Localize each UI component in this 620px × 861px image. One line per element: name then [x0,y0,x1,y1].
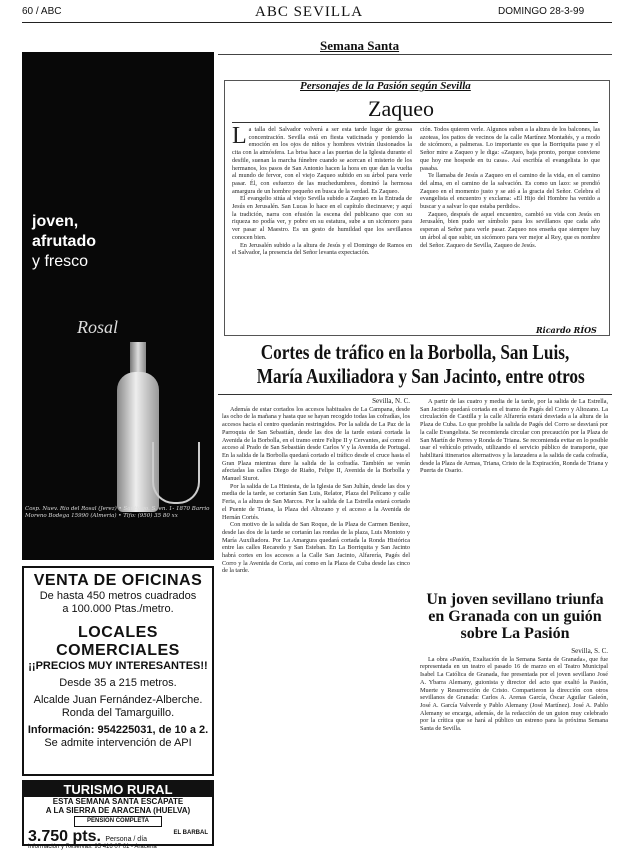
column-paragraph: En Jerusalén subido a la altura de Jesús y el Domingo de Ramos en el Salvador, la presencia del Señor levanta expectación. [232,241,412,257]
traffic-article-left [222,398,410,848]
ad-slogan-line1: joven, [32,213,79,230]
traffic-headline [256,340,585,388]
article-paragraph: A partir de las cuatro y media de la tarde, por la salida de La Estrella, San Jacinto quedará cortada en el tramo de Pagés del Corro y Altozano. La circulación de Castilla y la calle Alfarería estará desviada a la altura de la Plaza de Cuba. Lo que prohibe la salida de Pagés del Corro se desviará por la calle Evangelista. Se recomienda circular con precaución por la Plaza de San Martín de Porres y Ronda de Triana. Se recomienda evitar en lo posible usar el vehículo privado, utilizando el servicio público de transporte, que habilitará itinerarios alternativos y la lanzadera a la salida de cada cofradía, desde la Plaza de Armas, Triana, Cristo de la Expiración, Ronda de Triana y Puerta de Osario. [420,398,608,475]
column-paragraph: a talla del Salvador volverá a ser esta tarde lugar de gozosa concentración. Sevilla está en fiesta vaticinada y poniendo la emoción en los ojos de niños y hombres vivirán ilusionados la cita con la atmósfera. La brisa hace a las puertas de la Iglesia durante el desfile, suenan la marcha fúnebre cuando se acercan el misterio de los hermanos, los pasos de San Antonio hacen la hora en que dan la vuelta al mundo de fervor, con el viejo Zaqueo subido en su árbol para verle pasar. Él, con esfuerzo de las muchedumbres, dominó la hermosa amargura de un hombre pequeño en busca de la verdad. Es Zaqueo. [232,126,412,195]
headline-line: Cortes de tráfico en la Borbolla, San Luis, [260,340,570,364]
tourism-pension: PENSIÓN COMPLETA [74,816,162,827]
ad-slogan-line2: afrutado [32,233,96,250]
column-title: Zaqueo [368,96,434,121]
section-header: ABC SEVILLA [255,4,364,20]
ad-fine-print: Cosp. Nuev. Rio del Rosal (Jerez) • Santiago. S. en. 1- 1870 Barrio Moreno Bodega 15990 (Almeria) • Tlfo: (950) 35 80 xx [25,506,210,519]
column-body-right [420,126,600,322]
office-sale-advertisement[interactable] [22,566,214,776]
column-kicker: Personajes de la Pasión según Sevilla [300,80,471,92]
tourism-contact: Información y Reservas: 95 416 07 61 - Aracena [28,844,157,850]
granada-headline [422,591,608,642]
ad-line: Alcalde Juan Fernández-Alberche. [33,694,203,706]
ad-line: a 100.000 Ptas./metro. [62,603,174,615]
wine-brand-logo: Rosal [77,317,119,337]
granada-article [420,648,608,848]
dropcap: L [232,126,247,149]
page-number-label: 60 / ABC [22,6,62,17]
column-body-left [232,126,412,322]
article-byline: Sevilla, S. C. [571,648,608,655]
wine-glass-image [152,442,200,504]
wine-advertisement[interactable] [22,52,214,560]
rural-tourism-advertisement[interactable] [22,780,214,850]
column-paragraph: ción. Todos quieren verle. Algunos suben a la altura de los balcones, las azoteas, los patios de vecinos de la calle Martínez Montañés, y a modo de sicómoro, a palmeras. Lo importante es que la Borriquita pase y el Señor mire a Zaqueo y le diga: «Zaqueo, baja pronto, porque conviene que hoy me hospede en tu casa». Así escribía el evangelista lo que pasaba. [420,126,600,172]
article-paragraph: Con motivo de la salida de San Roque, de la Plaza de Carmen Benítez, desde las dos de la tarde se cortarán las rondas de la plaza, Luis Montoto y María Auxiliadora. Por La Amargura quedará cortada la Ronda Histórica entre las calles Recaredo y San Esteban. En La Borriquita y San Jacinto habrá cortes en los accesos a la Calle San Jacinto, Alfarería, Pagés del Corro y la Avenida de Coria, así como en la Plaza de Cuba desde las cinco de la tarde. [222,521,410,575]
ad-line: Ronda del Tamarguillo. [61,707,175,719]
traffic-article-right [420,398,608,584]
title-rule [232,122,598,123]
article-byline: Sevilla, N. C. [372,398,410,405]
partner-logo: EL BARBAL [173,830,208,836]
ad-line: ¡¡PRECIOS MUY INTERESANTES!! [28,660,208,672]
headline-rule [218,394,612,395]
headline-line: en Granada con un guión [428,608,602,625]
ad-slogan-line3: y fresco [32,253,89,270]
headline-line: sobre La Pasión [460,625,570,642]
ad-title-offices: VENTA DE OFICINAS [33,572,203,589]
section-rule [218,54,612,55]
header-rule [22,22,612,23]
headline-line: Un joven sevillano triunfa [426,591,604,608]
ad-phone: Información: 954225031, de 10 a 2. [27,724,209,736]
tourism-title: TURISMO RURAL [24,782,212,797]
article-paragraph: Además de estar cortados los accesos habituales de La Campana, desde las ocho de la mañana y hasta que se hayan recogido todas las cofradías, los accesos hacia el centro quedarán restringidos. Por la salida de La Paz de la Parroquia de San Sebastián, desde las dos de la tarde estará cortada la Avenida de la Borbolla, en el tramo entre Felipe II y Cervantes, así como el acceso al Prado de San Sebastián desde Carlos V y la Avenida de Portugal. En la salida de la Borbolla quedará cortado el tráfico desde el cruce hasta el Gran Plaza mientras dure la salida de la cofradía. También se verán afectadas las calles Diego de Riaño, Felipe II, Avenida de la Borbolla y Manuel Siurot. [222,405,410,483]
tourism-price: 3.750 pts. [28,828,101,845]
ad-title-locales: LOCALES COMERCIALES [56,624,180,659]
column-signature: Ricardo RÍOS [536,325,597,335]
column-paragraph: Zaqueo, después de aquel encuentro, cambió su vida con Jesús en Jerusalén, bien pudo ser símbolo para los sevillanos que cada año esperan al Señor para verle pasar. Zaqueo nos enseña que siempre hay un árbol al que subir, un sicómoro para ver mejor al Rey, que es nombre del Señor. Zaqueo de Sevilla, Zaqueo de Jesús. [420,210,600,249]
tourism-line: ESTA SEMANA SANTA ESCÁPATE [52,797,184,806]
tourism-line: A LA SIERRA DE ARACENA (HUELVA) [45,806,191,815]
ad-slogan [32,212,96,272]
headline-line: María Auxiliadora y San Jacinto, entre otros [256,364,585,388]
ad-line: Se admite intervención de API [44,737,192,749]
issue-date: DOMINGO 28-3-99 [498,6,585,17]
ad-line: Desde 35 a 215 metros. [59,677,177,689]
tourism-price-note: Persona / día [105,836,148,843]
article-paragraph: Por la salida de La Hiniesta, de la Iglesia de San Julián, desde las dos y media de la tarde, se cortarán San Luis, Relator, Plaza del Pelícano y calle Feria, a la altura de San Marcos. Por la salida de La Estrella estará cortado el Puente de Triana, la Plaza del Altozano y el acceso a la Avenida de Hernán Cortés. [222,482,410,521]
section-title: Semana Santa [320,38,400,53]
article-paragraph: La obra «Pasión, Exaltación de la Semana Santa de Granada», que fue representada en un teatro el pasado 16 de marzo en el Teatro Municipal Isabel La Católica de Granada, fue presentada por el joven sevillano José A. Ybarra Alemany, guionista y director del acto que exaltó la Pasión, Muerte y Resurrección de Cristo. Compartieron la dirección con otros sevillanos de Granada: Carlos A. Arenas García, Óscar Aguilar Galeón, José A. García Valverde y Pablo Alemany (José Martínez). José A. Pablo Alemany se encarga, además, de la redacción de un guion muy celebrado por la crítica que se hará al público un estreno para la próxima Semana Santa de Sevilla. [420,655,608,733]
ad-line: De hasta 450 metros cuadrados [39,590,197,602]
column-paragraph: El evangelio sitúa al viejo Sevilla subido a Zaqueo en la Entrada de Jesús en Jerusalén. San Lucas lo hace en el capítulo diecinueve; y aquí la tradición, narra con efusión la escena del publicano que con su riqueza no podía ver, y pobre en su estatura, sube a un sicómoro para ver pasar al Maestro. Es un gesto de humildad que los sevillanos conocen bien. [232,195,412,241]
column-paragraph: Te llamaba de Jesús a Zaqueo en el camino de la vida, en el camino del alma, en el camino de la salvación. Es como un lazo: se prendió Zaqueo en el momento justo y se ató a la gracia del Señor. Celebra el evangelista el encuentro y exclama: «El Hijo del Hombre ha venido a buscar y a salvar lo que estaba perdido». [420,172,600,211]
